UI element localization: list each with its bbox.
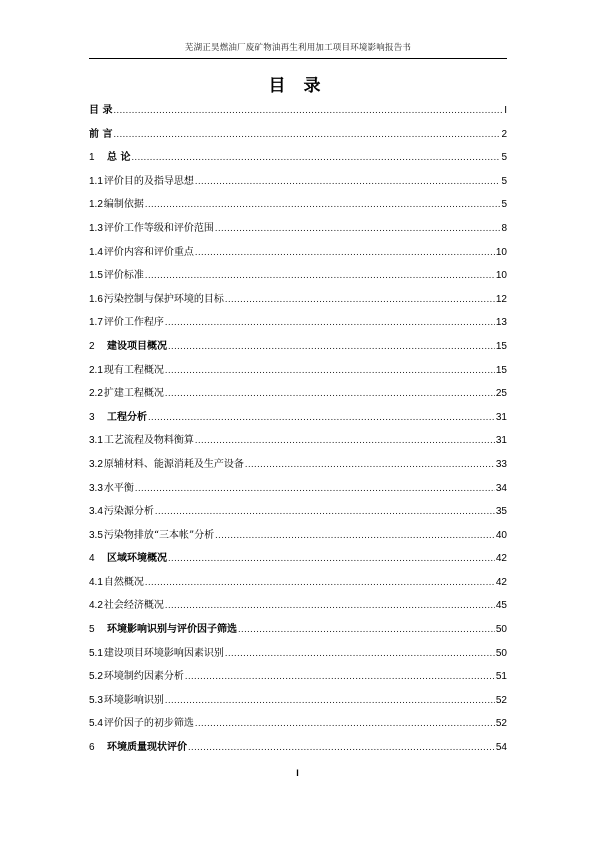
toc-entry-text: 评价工作程序 — [103, 317, 164, 329]
toc-entry-number: 1.3 — [89, 222, 103, 234]
table-of-contents — [89, 101, 507, 762]
toc-entry-label — [89, 526, 214, 541]
toc-entry-text: 环境影响识别 — [103, 694, 164, 706]
toc-entry-label — [89, 219, 214, 234]
toc-dot-leader — [215, 224, 501, 233]
toc-dot-leader — [165, 366, 495, 375]
toc-dot-leader — [238, 625, 495, 634]
toc-entry-label — [89, 644, 224, 659]
toc-entry-label — [89, 479, 134, 494]
toc-entry-number: 1.5 — [89, 270, 103, 282]
toc-entry-number: 2.2 — [89, 388, 103, 400]
toc-chapter-entry[interactable] — [89, 620, 507, 644]
toc-entry-page: I — [504, 105, 507, 116]
toc-entry-page: 54 — [495, 742, 507, 754]
toc-entry-number: 4.2 — [89, 600, 103, 612]
toc-entry-number: 5.2 — [89, 671, 103, 683]
toc-chapter-entry[interactable] — [89, 337, 507, 361]
toc-section-entry[interactable] — [89, 290, 507, 314]
toc-entry-text: 现有工程概况 — [103, 364, 164, 376]
toc-dot-leader — [185, 672, 495, 681]
toc-entry-text: 评价内容和评价重点 — [103, 246, 194, 258]
toc-dot-leader — [165, 318, 495, 327]
toc-entry-text: 污染物排放“三本帐”分析 — [103, 529, 215, 541]
toc-entry-label — [89, 172, 194, 187]
toc-entry-page: 42 — [495, 553, 507, 565]
toc-entry-page: 10 — [495, 246, 507, 258]
toc-entry-page: 51 — [495, 671, 507, 683]
toc-section-entry[interactable] — [89, 219, 507, 243]
toc-dot-leader — [135, 484, 495, 493]
toc-dot-leader — [188, 743, 495, 752]
toc-entry-text: 评价因子的初步筛选 — [103, 718, 194, 730]
toc-entry-text: 原辅材料、能源消耗及生产设备 — [103, 458, 244, 470]
toc-dot-leader — [215, 531, 495, 540]
toc-dot-leader — [145, 578, 495, 587]
toc-dot-leader — [195, 248, 495, 257]
toc-section-entry[interactable] — [89, 667, 507, 691]
toc-entry-label — [89, 101, 112, 116]
toc-entry-text: 评价目的及指导思想 — [103, 175, 194, 187]
toc-entry-number: 1 — [89, 152, 95, 164]
toc-entry-number: 1.2 — [89, 199, 103, 211]
toc-section-entry[interactable] — [89, 195, 507, 219]
toc-entry-text: 目 录 — [89, 105, 113, 116]
toc-entry-page: 15 — [495, 364, 507, 376]
toc-entry-number: 3.4 — [89, 506, 103, 518]
toc-section-entry[interactable] — [89, 172, 507, 196]
toc-dot-leader — [168, 554, 495, 563]
toc-dot-leader — [195, 719, 495, 728]
toc-entry-number: 4 — [89, 553, 95, 565]
toc-entry-number: 2.1 — [89, 364, 103, 376]
toc-section-entry[interactable] — [89, 644, 507, 668]
toc-chapter-entry[interactable] — [89, 148, 507, 172]
toc-entry-number: 3.3 — [89, 482, 103, 494]
toc-dot-leader — [225, 649, 495, 658]
toc-entry-text: 扩建工程概况 — [103, 388, 164, 400]
toc-dot-leader — [245, 460, 495, 469]
toc-chapter-entry[interactable] — [89, 101, 507, 125]
toc-entry-text: 环境制约因素分析 — [103, 671, 184, 683]
toc-entry-page: 10 — [495, 270, 507, 282]
toc-entry-label — [89, 148, 130, 163]
toc-section-entry[interactable] — [89, 691, 507, 715]
toc-entry-label — [89, 691, 164, 706]
toc-entry-text: 社会经济概况 — [103, 600, 164, 612]
toc-entry-number: 1.1 — [89, 175, 103, 187]
toc-entry-page: 45 — [495, 600, 507, 612]
toc-entry-text: 水平衡 — [103, 482, 134, 494]
toc-entry-label — [89, 125, 112, 140]
toc-entry-label — [89, 361, 164, 376]
toc-entry-number: 5.4 — [89, 718, 103, 730]
toc-entry-number: 3 — [89, 411, 95, 423]
toc-entry-label — [89, 455, 244, 470]
toc-entry-text: 环境影响识别与评价因子筛选 — [107, 624, 237, 636]
toc-section-entry[interactable] — [89, 455, 507, 479]
toc-entry-number: 3.1 — [89, 435, 103, 447]
toc-entry-page: 42 — [495, 576, 507, 588]
toc-dot-leader — [145, 200, 501, 209]
toc-entry-text: 总 论 — [107, 152, 131, 164]
toc-entry-label — [89, 738, 187, 753]
toc-entry-text: 编制依据 — [103, 199, 144, 211]
toc-entry-page: 2 — [501, 128, 507, 140]
toc-entry-text: 前 言 — [89, 128, 113, 140]
toc-entry-number: 1.4 — [89, 246, 103, 258]
toc-entry-label — [89, 714, 194, 729]
toc-entry-text: 建设项目概况 — [107, 340, 167, 352]
toc-entry-page: 40 — [495, 529, 507, 541]
toc-entry-text: 建设项目环境影响因素识别 — [103, 647, 224, 659]
toc-section-entry[interactable] — [89, 479, 507, 503]
toc-entry-label — [89, 502, 154, 517]
toc-entry-text: 污染源分析 — [103, 506, 154, 518]
toc-entry-label — [89, 408, 147, 423]
toc-entry-text: 环境质量现状评价 — [107, 742, 187, 754]
toc-entry-page: 33 — [495, 458, 507, 470]
toc-entry-label — [89, 620, 237, 635]
toc-entry-number: 5.3 — [89, 694, 103, 706]
toc-entry-number: 4.1 — [89, 576, 103, 588]
toc-dot-leader — [225, 295, 495, 304]
toc-entry-number: 3.2 — [89, 458, 103, 470]
toc-entry-label — [89, 313, 164, 328]
toc-entry-number: 3.5 — [89, 529, 103, 541]
toc-entry-label — [89, 596, 164, 611]
toc-entry-page: 12 — [495, 293, 507, 305]
toc-entry-page: 50 — [495, 647, 507, 659]
toc-dot-leader — [155, 507, 495, 516]
toc-entry-page: 15 — [495, 340, 507, 352]
toc-section-entry[interactable] — [89, 361, 507, 385]
toc-entry-text: 自然概况 — [103, 576, 144, 588]
toc-chapter-entry[interactable] — [89, 125, 507, 149]
page-title: 目 录 — [268, 76, 327, 96]
toc-entry-text: 污染控制与保护环境的目标 — [103, 293, 224, 305]
toc-entry-label — [89, 243, 194, 258]
toc-entry-label — [89, 573, 144, 588]
toc-dot-leader — [148, 413, 495, 422]
toc-dot-leader — [165, 696, 495, 705]
toc-section-entry[interactable] — [89, 526, 507, 550]
page-number: I — [296, 768, 299, 778]
toc-section-entry[interactable] — [89, 243, 507, 267]
toc-entry-page: 50 — [495, 624, 507, 636]
toc-dot-leader — [165, 389, 495, 398]
toc-section-entry[interactable] — [89, 313, 507, 337]
toc-entry-label — [89, 290, 224, 305]
toc-entry-page: 31 — [495, 411, 507, 423]
toc-dot-leader — [195, 436, 495, 445]
toc-entry-page: 8 — [501, 222, 507, 234]
toc-entry-page: 34 — [495, 482, 507, 494]
toc-dot-leader — [168, 342, 495, 351]
toc-dot-leader — [131, 153, 500, 162]
toc-entry-label — [89, 431, 194, 446]
toc-section-entry[interactable] — [89, 431, 507, 455]
toc-section-entry[interactable] — [89, 502, 507, 526]
toc-dot-leader — [145, 271, 495, 280]
toc-entry-label — [89, 266, 144, 281]
toc-entry-page: 35 — [495, 506, 507, 518]
toc-dot-leader — [113, 130, 500, 139]
toc-section-entry[interactable] — [89, 384, 507, 408]
toc-entry-page: 5 — [501, 152, 507, 164]
toc-entry-text: 区域环境概况 — [107, 553, 167, 565]
toc-entry-label — [89, 337, 167, 352]
toc-chapter-entry[interactable] — [89, 738, 507, 762]
toc-entry-number: 2 — [89, 340, 95, 352]
toc-entry-page: 13 — [495, 317, 507, 329]
toc-entry-number: 1.6 — [89, 293, 103, 305]
toc-entry-label — [89, 549, 167, 564]
toc-entry-label — [89, 667, 184, 682]
toc-entry-text: 工程分析 — [107, 411, 147, 423]
toc-entry-text: 评价标准 — [103, 270, 144, 282]
toc-chapter-entry[interactable] — [89, 549, 507, 573]
toc-dot-leader — [195, 177, 501, 186]
toc-entry-number: 1.7 — [89, 317, 103, 329]
toc-entry-label — [89, 195, 144, 210]
toc-entry-text: 工艺流程及物料衡算 — [103, 435, 194, 447]
toc-dot-leader — [165, 601, 495, 610]
toc-entry-page: 5 — [501, 199, 507, 211]
toc-entry-page: 31 — [495, 435, 507, 447]
toc-chapter-entry[interactable] — [89, 408, 507, 432]
toc-entry-text: 评价工作等级和评价范围 — [103, 222, 214, 234]
toc-section-entry[interactable] — [89, 266, 507, 290]
toc-section-entry[interactable] — [89, 573, 507, 597]
toc-dot-leader — [113, 106, 503, 115]
toc-entry-number: 5.1 — [89, 647, 103, 659]
toc-entry-page: 25 — [495, 388, 507, 400]
toc-entry-number: 5 — [89, 624, 95, 636]
toc-entry-number: 6 — [89, 742, 95, 754]
toc-entry-page: 52 — [495, 718, 507, 730]
running-header: 芜湖正昊燃油厂废矿物油再生利用加工项目环境影响报告书 — [89, 40, 507, 59]
toc-section-entry[interactable] — [89, 596, 507, 620]
toc-entry-page: 52 — [495, 694, 507, 706]
toc-entry-page: 5 — [501, 175, 507, 187]
toc-section-entry[interactable] — [89, 714, 507, 738]
toc-entry-label — [89, 384, 164, 399]
